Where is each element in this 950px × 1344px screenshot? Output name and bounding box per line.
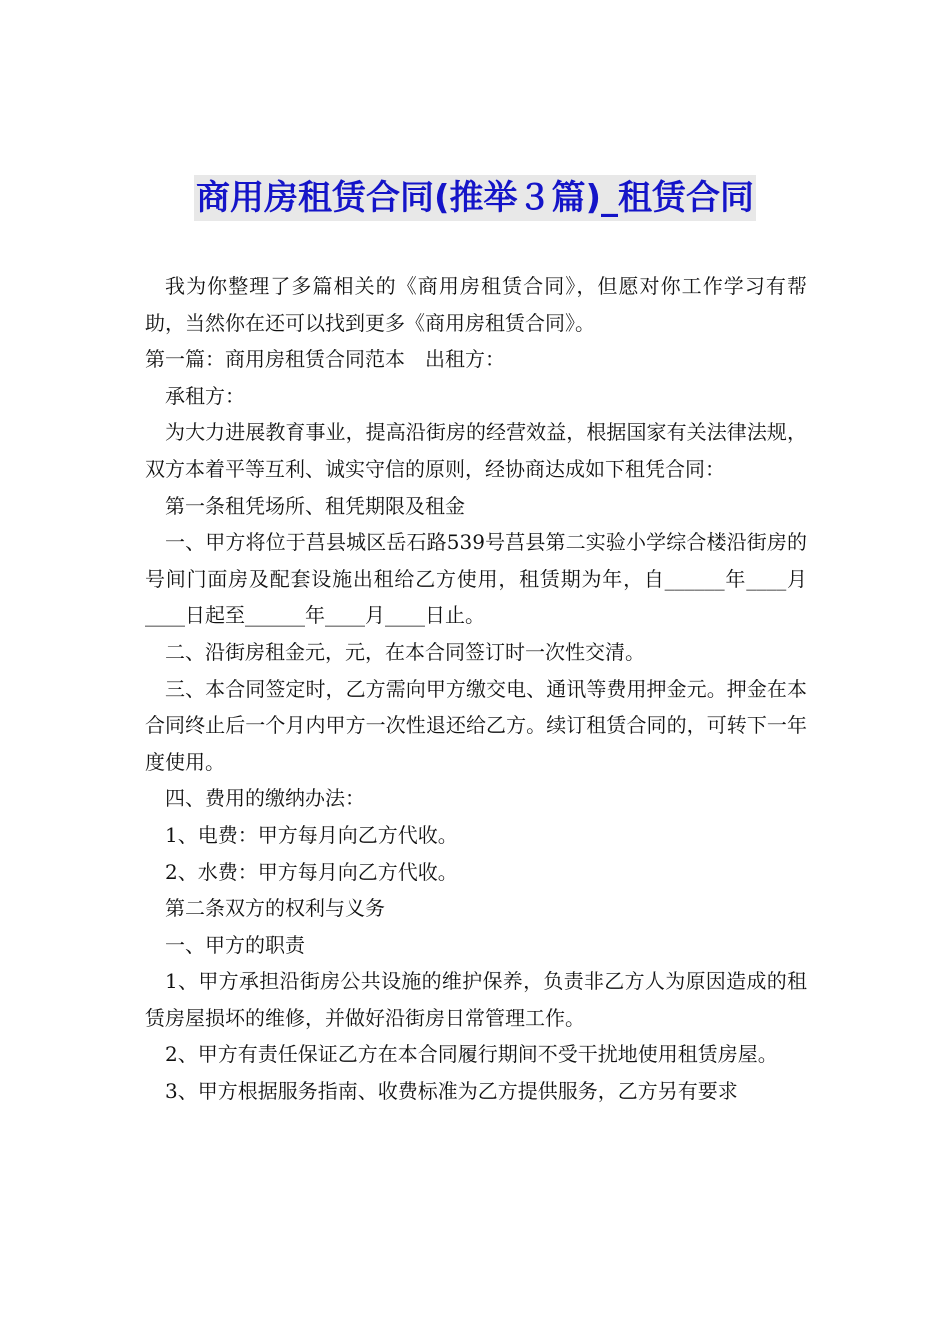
paragraph: 1、甲方承担沿街房公共设施的维护保养，负责非乙方人为原因造成的租赁房屋损坏的维修，并做好沿街房日常管理工作。 xyxy=(145,969,807,1030)
paragraph: 2、水费：甲方每月向乙方代收。 xyxy=(165,859,458,884)
paragraph: 第一条租凭场所、租凭期限及租金 xyxy=(165,493,465,518)
document-title: 商用房租赁合同(推举３篇)_租赁合同 xyxy=(194,175,756,221)
paragraph: 一、甲方的职责 xyxy=(165,932,305,957)
paragraph: 2、甲方有责任保证乙方在本合同履行期间不受干扰地使用租赁房屋。 xyxy=(165,1042,778,1067)
paragraph: 二、沿街房租金元，元，在本合同签订时一次性交清。 xyxy=(165,639,645,664)
paragraph: 第一篇：商用房租赁合同范本 出租方： xyxy=(145,347,505,372)
document-body xyxy=(145,268,807,1110)
paragraph: 一、甲方将位于莒县城区岳石路539号莒县第二实验小学综合楼沿街房的号间门面房及配套设施出租给乙方使用，租赁期为年，自______年____月____日起至______年____月____日止。 xyxy=(145,530,807,628)
paragraph: 四、费用的缴纳办法： xyxy=(165,786,365,811)
paragraph: 3、甲方根据服务指南、收费标准为乙方提供服务，乙方另有要求 xyxy=(165,1079,738,1104)
paragraph: 我为你整理了多篇相关的《商用房租赁合同》，但愿对你工作学习有帮助，当然你在还可以找到更多《商用房租赁合同》。 xyxy=(145,274,807,335)
paragraph: 为大力进展教育事业，提高沿街房的经营效益，根据国家有关法律法规，双方本着平等互利、诚实守信的原则，经协商达成如下租凭合同： xyxy=(145,420,807,481)
paragraph: 第二条双方的权利与义务 xyxy=(165,896,385,921)
paragraph: 三、本合同签定时，乙方需向甲方缴交电、通讯等费用押金元。押金在本合同终止后一个月内甲方一次性退还给乙方。续订租赁合同的，可转下一年度使用。 xyxy=(145,676,807,774)
title-wrap xyxy=(0,175,950,221)
paragraph: 承租方： xyxy=(165,383,245,408)
paragraph: 1、电费：甲方每月向乙方代收。 xyxy=(165,822,458,847)
